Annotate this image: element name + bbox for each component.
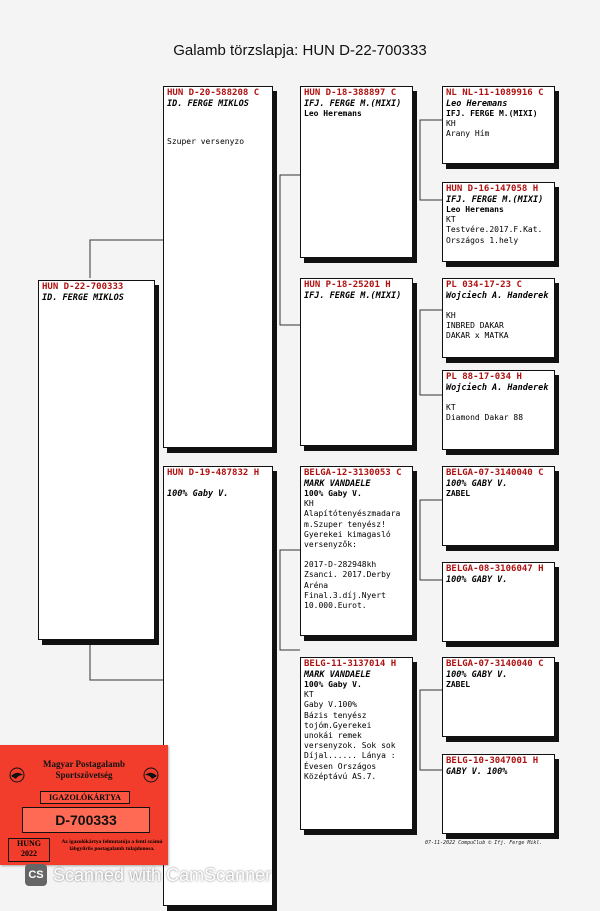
note-line: Testvére.2017.F.Kat. (446, 225, 543, 235)
ssd-card[interactable] (442, 182, 555, 262)
ring-number: BELGA-12-3130053 C (304, 468, 402, 478)
note-line: Diamond Dakar 88 (446, 413, 524, 423)
country-year: HUNG 2022 (8, 838, 50, 862)
watermark-text: Scanned with CamScanner (53, 864, 272, 885)
owner: 100% GABY V. (446, 670, 508, 680)
dam-sire-card[interactable] (300, 466, 413, 636)
camscanner-logo-icon: CS (25, 864, 47, 886)
note-line: Bázis tenyész (304, 710, 367, 720)
sds-card[interactable] (442, 278, 555, 358)
note-line: KT (446, 215, 456, 225)
note-line: tojóm.Gyerekei (304, 720, 372, 730)
note-line: KT (446, 403, 456, 412)
note-line: DAKAR x MATKA (446, 331, 509, 341)
line: ZABEL (446, 489, 471, 498)
ring-number: BELGA-07-3140040 C (446, 468, 544, 478)
note-line: INBRED DAKAR (446, 321, 504, 331)
dss-card[interactable] (442, 466, 555, 546)
sire-sire-card[interactable] (300, 86, 413, 258)
ring-number: HUN D-18-388897 C (304, 88, 397, 98)
note-line: 10.000.Eurot. (304, 601, 367, 611)
ring-number: BELGA-07-3140040 C (446, 659, 544, 669)
ring-number: PL 034-17-23 C (446, 280, 522, 290)
card-title: IGAZOLÓKÁRTYA (40, 791, 130, 804)
ring-number: HUN D-19-487832 H (167, 468, 260, 478)
note-line: Gyerekei kimagasló (304, 529, 391, 539)
owner: MARK VANDAELE (304, 670, 371, 680)
note-line: KT (304, 690, 314, 700)
ring-number: HUN D-22-700333 (42, 282, 124, 292)
line: IFJ. FERGE M.(MIXI) (446, 109, 538, 118)
dam-card[interactable] (163, 466, 273, 906)
owner: IFJ. FERGE M.(MIXI) (446, 195, 544, 205)
owner: IFJ. FERGE M.(MIXI) (304, 291, 402, 301)
line: 100% Gaby V. (304, 680, 362, 689)
ring-number: HUN D-16-147058 H (446, 184, 539, 194)
line: 100% Gaby V. (304, 489, 362, 498)
note-line: Final.3.díj.Nyert (304, 590, 386, 600)
note-line: Aréna (304, 580, 329, 590)
note-line: Évesen Országos (304, 761, 377, 771)
camscanner-watermark (25, 864, 271, 886)
note-line: versenyzok. Sok sok (304, 741, 396, 751)
note-line: KH (446, 311, 456, 320)
line: ZABEL (446, 680, 471, 689)
ring-number: HUN P-18-25201 H (304, 280, 391, 290)
owner: MARK VANDAELE (304, 479, 371, 489)
note-line: Alapítótenyészmadara (304, 509, 401, 519)
note-line: Országos 1.hely (446, 235, 519, 245)
ring-number: BELGA-08-3106047 H (446, 564, 544, 574)
ring-number: HUN D-20-588208 C (167, 88, 260, 98)
owner: GABY V. 100% (446, 767, 508, 777)
sdd-card[interactable] (442, 370, 555, 450)
owner: IFJ. FERGE M.(MIXI) (304, 99, 402, 109)
ring-number-box: D-700333 (22, 807, 150, 833)
note-line: Díjal...... Lánya : (304, 751, 396, 761)
ring-number: BELG-11-3137014 H (304, 659, 397, 669)
dam-dam-card[interactable] (300, 657, 413, 830)
note-line: Arany Hím (446, 129, 490, 139)
breeder: Leo Heremans (304, 109, 362, 118)
note-line: Középtávú AS.7. (304, 771, 377, 781)
note-line: KH (446, 119, 456, 129)
owner: 100% GABY V. (446, 575, 508, 585)
ring-number: NL NL-11-1089916 C (446, 88, 544, 98)
line: Leo Heremans (446, 205, 504, 214)
dds-card[interactable] (442, 657, 555, 737)
owner: 100% Gaby V. (167, 489, 229, 499)
note-line (304, 550, 409, 560)
owner: Wojciech A. Handerek (446, 291, 549, 301)
owner: Wojciech A. Handerek (446, 383, 549, 393)
note-line: m.Szuper tenyész! (304, 519, 386, 529)
owner: ID. FERGE MIKLOS (42, 293, 124, 303)
note-line: versenyzők: (304, 540, 357, 550)
note-line: 2017-D-282948kh (304, 560, 377, 570)
note-line: Zsanci. 2017.Derby (304, 570, 391, 580)
identification-card-sticker (0, 745, 168, 865)
organization-name: Magyar Postagalamb Sportszövetség (42, 759, 126, 780)
sire-dam-card[interactable] (300, 278, 413, 446)
note: Szuper versenyzo (167, 137, 245, 146)
owner: ID. FERGE MIKLOS (167, 99, 249, 109)
ring-number: BELG-10-3047001 H (446, 756, 539, 766)
note-line: Gaby V.100% (304, 700, 357, 710)
subject-pigeon-card[interactable] (38, 280, 155, 640)
owner: 100% GABY V. (446, 479, 508, 489)
ring-number: PL 88-17-034 H (446, 372, 522, 382)
ddd-card[interactable] (442, 754, 555, 834)
dsd-card[interactable] (442, 562, 555, 642)
owner: Leo Heremans (446, 99, 508, 109)
footer-text: 07-11-2022 CompuClub © Ifj. Ferge Mikl. (425, 840, 543, 846)
note-line: unokái remek (304, 731, 362, 741)
ownership-note: Az igazolókártya felmutatója a fenti számú lábgyűrűs postagalamb tulajdonosa. (61, 839, 163, 852)
page-title: Galamb törzslapja: HUN D-22-700333 (173, 42, 427, 59)
note-line: KH (304, 499, 314, 509)
sire-card[interactable] (163, 86, 273, 448)
sss-card[interactable] (442, 86, 555, 164)
